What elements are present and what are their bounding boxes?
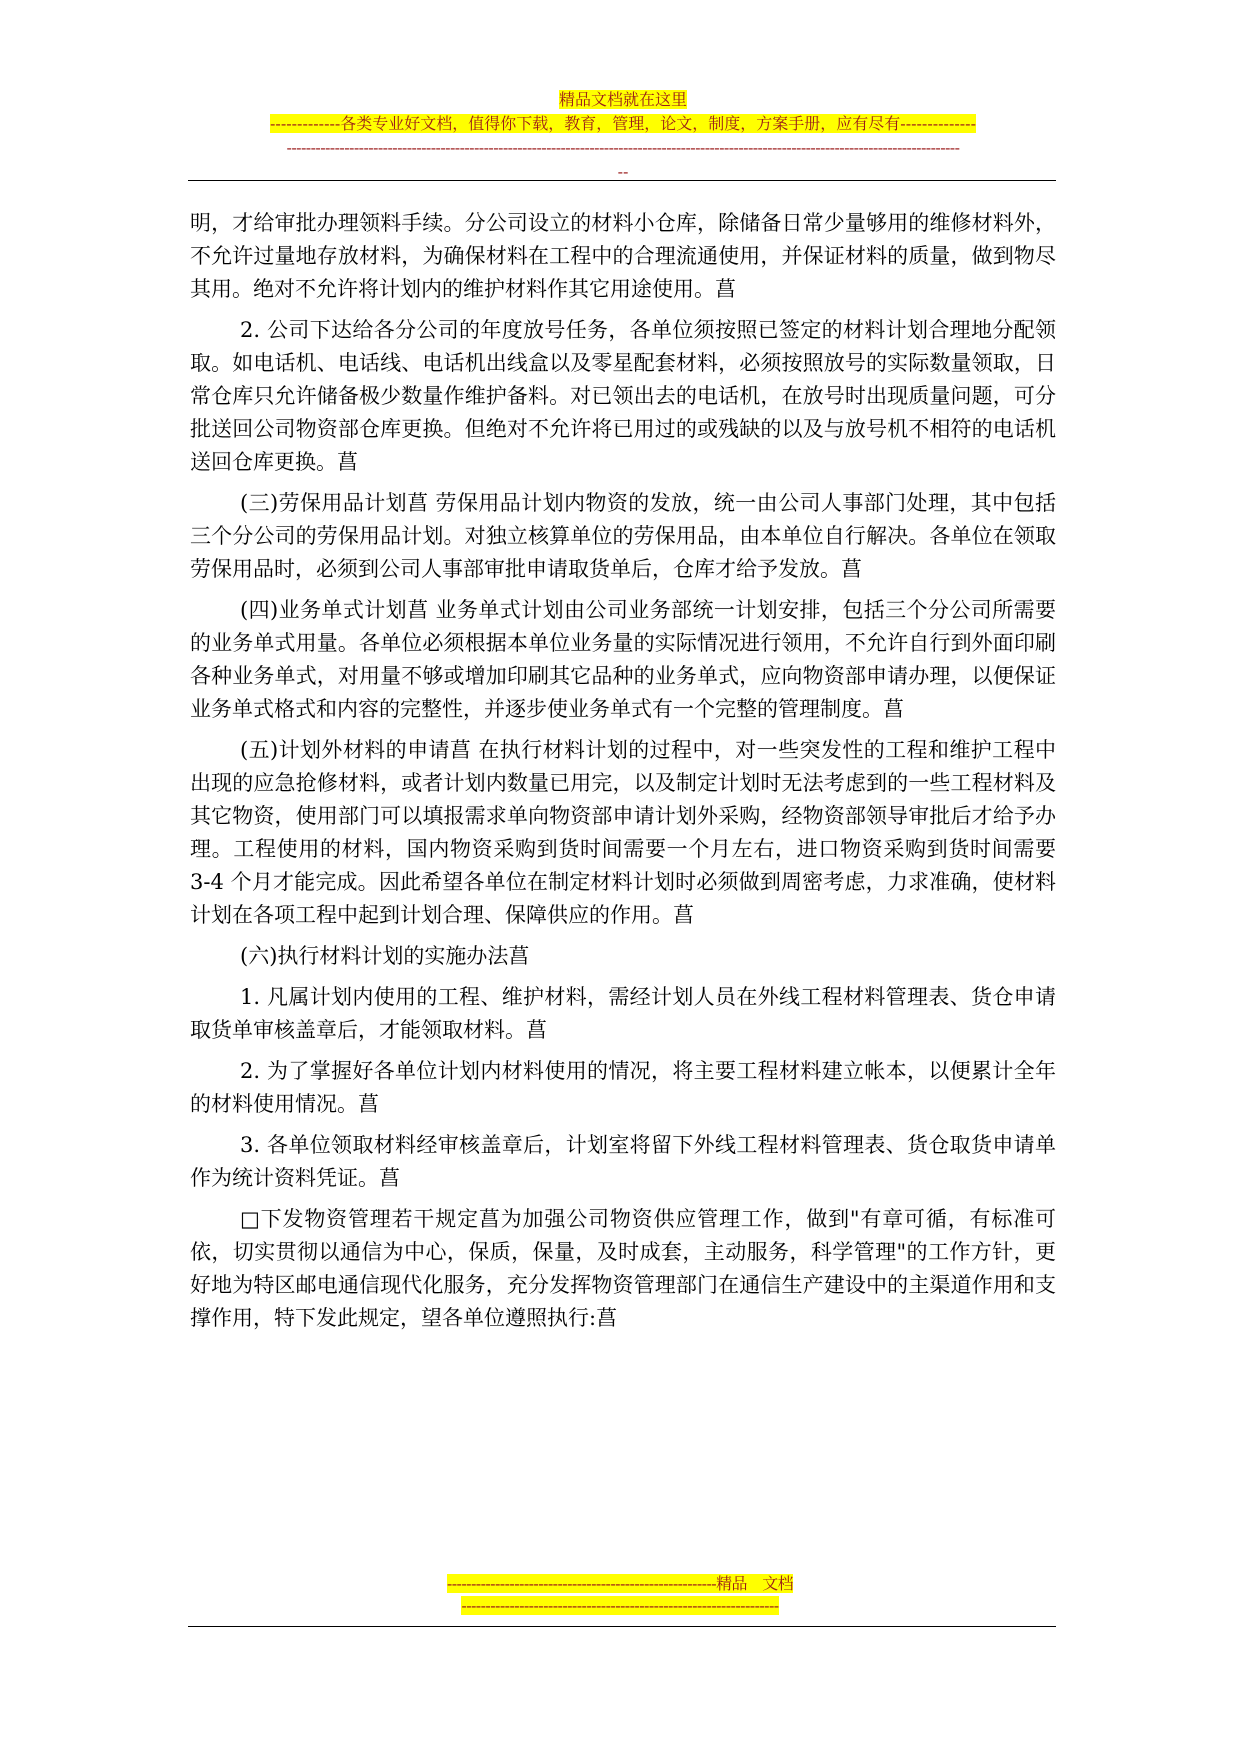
header-dashes-tail: -- bbox=[617, 162, 629, 181]
header-tagline: -------------各类专业好文档，值得你下载，教育，管理，论文，制度，方案手册，应有尽有-------------- bbox=[270, 114, 976, 133]
footer-line-1: --------------------------------------------------------精品 文档 bbox=[446, 1574, 794, 1593]
paragraph: (五)计划外材料的申请菖 在执行材料计划的过程中，对一些突发性的工程和维护工程中出现的应急抢修材料，或者计划内数量已用完，以及制定计划时无法考虑到的一些工程材料及其它物资，使用部门可以填报需求单向物资部申请计划外采购，经物资部领导审批后才给予办理。工程使用的材料，国内物资采购到货时间需要一个月左右，进口物资采购到货时间需要 3-4 个月才能完成。因此希望各单位在制定材料计划时必须做到周密考虑，力求准确，使材料计划在各项工程中起到计划合理、保障供应的作用。菖 bbox=[190, 738, 1056, 927]
header-title: 精品文档就在这里 bbox=[558, 90, 687, 109]
header-divider bbox=[188, 180, 1056, 181]
page-footer bbox=[395, 1573, 845, 1617]
paragraph: (六)执行材料计划的实施办法菖 bbox=[240, 944, 530, 968]
paragraph: (三)劳保用品计划菖 劳保用品计划内物资的发放，统一由公司人事部门处理，其中包括三个分公司的劳保用品计划。对独立核算单位的劳保用品，由本单位自行解决。各单位在领取劳保用品时，必须到公司人事部审批申请取货单后，仓库才给予发放。菖 bbox=[190, 491, 1056, 581]
header-dashes: -------------------------------------------------------------------------------------------------------------------------------------------- bbox=[286, 138, 960, 157]
page-header bbox=[188, 88, 1058, 184]
footer-line-2: ------------------------------------------------------------------ bbox=[461, 1596, 779, 1615]
paragraph: 明，才给审批办理领料手续。分公司设立的材料小仓库，除储备日常少量够用的维修材料外，不允许过量地存放材料，为确保材料在工程中的合理流通使用，并保证材料的质量，做到物尽其用。绝对不允许将计划内的维护材料作其它用途使用。菖 bbox=[190, 211, 1056, 301]
paragraph: 1. 凡属计划内使用的工程、维护材料，需经计划人员在外线工程材料管理表、货仓申请取货单审核盖章后，才能领取材料。菖 bbox=[190, 985, 1056, 1042]
paragraph: (四)业务单式计划菖 业务单式计划由公司业务部统一计划安排，包括三个分公司所需要的业务单式用量。各单位必须根据本单位业务量的实际情况进行领用，不允许自行到外面印刷各种业务单式，对用量不够或增加印刷其它品种的业务单式，应向物资部申请办理，以便保证业务单式格式和内容的完整性，并逐步使业务单式有一个完整的管理制度。菖 bbox=[190, 598, 1056, 721]
paragraph: 3. 各单位领取材料经审核盖章后，计划室将留下外线工程材料管理表、货仓取货申请单作为统计资料凭证。菖 bbox=[190, 1133, 1056, 1190]
paragraph: □下发物资管理若干规定菖为加强公司物资供应管理工作，做到"有章可循，有标准可依，切实贯彻以通信为中心，保质，保量，及时成套，主动服务，科学管理"的工作方针，更好地为特区邮电通信现代化服务，充分发挥物资管理部门在通信生产建设中的主渠道作用和支撑作用，特下发此规定，望各单位遵照执行:菖 bbox=[190, 1207, 1056, 1330]
document-body bbox=[190, 207, 1056, 1343]
paragraph: 2. 为了掌握好各单位计划内材料使用的情况，将主要工程材料建立帐本，以便累计全年的材料使用情况。菖 bbox=[190, 1059, 1056, 1116]
paragraph: 2. 公司下达给各分公司的年度放号任务，各单位须按照已签定的材料计划合理地分配领取。如电话机、电话线、电话机出线盒以及零星配套材料，必须按照放号的实际数量领取，日常仓库只允许储备极少数量作维护备料。对已领出去的电话机，在放号时出现质量问题，可分批送回公司物资部仓库更换。但绝对不允许将已用过的或残缺的以及与放号机不相符的电话机送回仓库更换。菖 bbox=[190, 318, 1056, 474]
footer-divider bbox=[188, 1626, 1056, 1627]
